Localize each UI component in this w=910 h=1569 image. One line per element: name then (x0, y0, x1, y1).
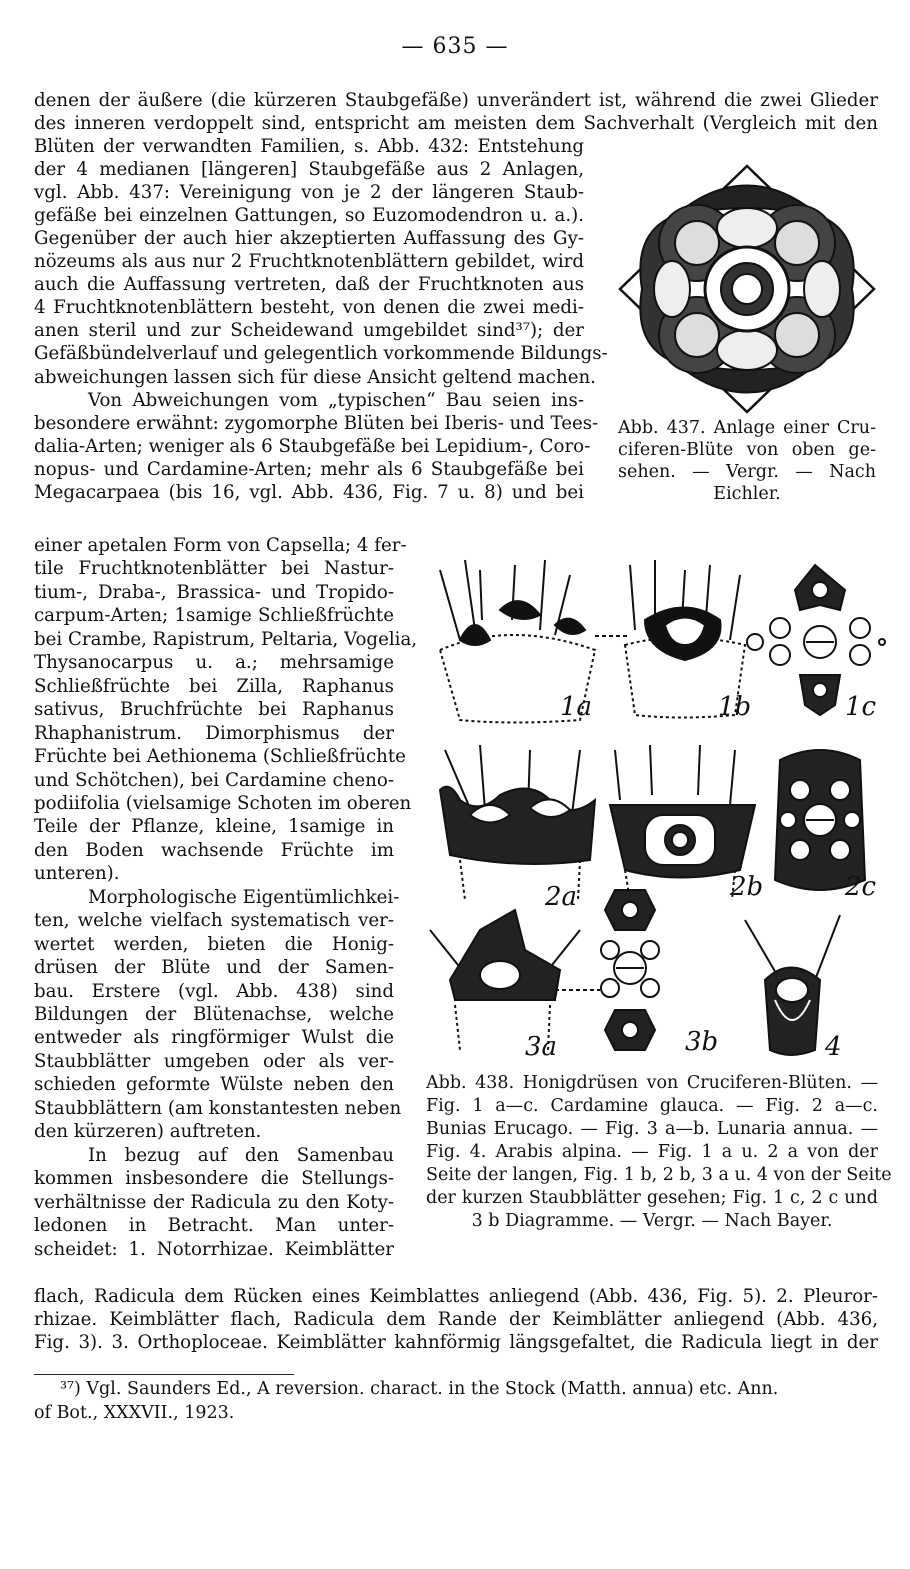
text-line: Früchte bei Aethionema (Schließfrüchte (34, 746, 406, 768)
text-line: tile Fruchtknotenblätter bei Nastur- (34, 558, 394, 580)
text-line: denen der äußere (die kürzeren Staubgefäße) unverändert ist, während die zwei Glieder (34, 90, 878, 111)
fig-label-1a: 1a (560, 692, 593, 722)
fig-label-1c: 1c (845, 692, 877, 722)
text-line: schieden geformte Wülste neben den (34, 1074, 394, 1096)
text-line: Morphologische Eigentümlichkei- (88, 886, 400, 908)
fig-label-1b: 1b (718, 692, 752, 722)
fig-label-3a: 3a (525, 1032, 558, 1062)
text-line: der 4 medianen [längeren] Staubgefäße aus 2 Anlagen, (34, 159, 584, 181)
text-line: Thysanocarpus u. a.; mehrsamige (34, 652, 394, 674)
text-line: nopus- und Cardamine-Arten; mehr als 6 Staubgefäße bei (34, 458, 584, 480)
text-line: podiifolia (vielsamige Schoten im oberen (34, 792, 412, 814)
caption-line: Fig. 4. Arabis alpina. — Fig. 1 a u. 2 a von der (426, 1142, 878, 1162)
text-line: wertet werden, bieten die Honig- (34, 933, 394, 955)
fig-label-3b: 3b (685, 1027, 719, 1057)
text-line: den kürzeren) auftreten. (34, 1121, 262, 1143)
text-line: anen steril und zur Scheidewand umgebildet sind³⁷); der (34, 320, 584, 342)
text-line: Megacarpaea (bis 16, vgl. Abb. 436, Fig. 7 u. 8) und bei (34, 481, 584, 503)
fig-label-2c: 2c (845, 872, 877, 902)
text-line: auch die Auffassung vertreten, daß der Fruchtknoten aus (34, 274, 584, 296)
page-number: — 635 — (401, 34, 509, 59)
text-line: abweichungen lassen sich für diese Ansicht geltend machen. (34, 366, 596, 388)
text-line: drüsen der Blüte und der Samen- (34, 957, 394, 979)
text-line: Gegenüber der auch hier akzeptierten Auffassung des Gy- (34, 228, 584, 250)
text-line: rhizae. Keimblätter flach, Radicula dem Rande der Keimblätter anliegend (Abb. 436, (34, 1309, 878, 1330)
text-line: Gefäßbündelverlauf und gelegentlich vorkommende Bildungs- (34, 343, 608, 365)
text-line: Rhaphanistrum. Dimorphismus der (34, 722, 394, 744)
text-line: ten, welche vielfach systematisch ver- (34, 910, 394, 932)
caption-line: Seite der langen, Fig. 1 b, 2 b, 3 a u. 4 von der Seite (426, 1165, 892, 1185)
text-line: Von Abweichungen vom „typischen“ Bau seien ins- (88, 389, 584, 411)
figure-438-nectary-drawings (420, 550, 886, 1070)
text-line: und Schötchen), bei Cardamine cheno- (34, 769, 394, 791)
caption-line: der kurzen Staubblätter gesehen; Fig. 1 c, 2 c und (426, 1188, 878, 1208)
fig-label-4: 4 (825, 1032, 842, 1062)
text-line: sativus, Bruchfrüchte bei Raphanus (34, 699, 394, 721)
text-line: bau. Erstere (vgl. Abb. 438) sind (34, 980, 394, 1002)
caption-line: Bunias Erucago. — Fig. 3 a—b. Lunaria annua. — (426, 1119, 878, 1139)
text-line: Teile der Pflanze, kleine, 1samige in (34, 816, 394, 838)
fig-label-2b: 2b (730, 872, 764, 902)
text-line: einer apetalen Form von Capsella; 4 fer- (34, 535, 407, 556)
text-line: bei Crambe, Rapistrum, Peltaria, Vogelia, (34, 628, 418, 650)
text-line: vgl. Abb. 437: Vereinigung von je 2 der längeren Staub- (34, 182, 584, 204)
caption-line: Fig. 1 a—c. Cardamine glauca. — Fig. 2 a—c. (426, 1096, 878, 1116)
text-line: scheidet: 1. Notorrhizae. Keimblätter (34, 1238, 394, 1260)
text-line: Bildungen der Blütenachse, welche (34, 1004, 394, 1025)
text-line: verhältnisse der Radicula zu den Koty- (34, 1191, 394, 1213)
text-line: Staubblättern (am konstantesten neben (34, 1097, 402, 1119)
text-line: Staubblätter umgeben oder als ver- (34, 1050, 394, 1072)
text-line: flach, Radicula dem Rücken eines Keimblattes anliegend (Abb. 436, Fig. 5). 2. Pleuror- (34, 1286, 878, 1307)
text-line: entweder als ringförmiger Wulst die (34, 1027, 394, 1049)
caption-line: 3 b Diagramme. — Vergr. — Nach Bayer. (471, 1211, 833, 1231)
text-line: gefäße bei einzelnen Gattungen, so Euzomodendron u. a.). (34, 205, 584, 227)
text-line: Schließfrüchte bei Zilla, Raphanus (34, 675, 394, 697)
text-line: Blüten der verwandten Familien, s. Abb. 432: Entstehung (34, 136, 584, 157)
caption-line: Abb. 438. Honigdrüsen von Cruciferen-Blüten. — (426, 1073, 878, 1093)
text-line: tium-, Draba-, Brassica- und Tropido- (34, 581, 394, 603)
text-line: 4 Fruchtknotenblättern besteht, von denen die zwei medi- (34, 297, 584, 319)
text-line: Fig. 3). 3. Orthoploceae. Keimblätter kahnförmig längsgefaltet, die Radicula liegt in der (34, 1332, 878, 1353)
footnote-divider (34, 1374, 294, 1375)
text-line: ledonen in Betracht. Man unter- (34, 1215, 394, 1237)
fig-label-2a: 2a (545, 882, 578, 912)
text-line: nözeums als aus nur 2 Fruchtknotenblättern gebildet, wird (34, 251, 584, 273)
text-line: In bezug auf den Samenbau (88, 1144, 394, 1166)
text-line: den Boden wachsende Früchte im (34, 839, 394, 861)
figure-437-flower-diagram (612, 158, 882, 420)
text-line: kommen insbesondere die Stellungs- (34, 1168, 394, 1190)
text-line: carpum-Arten; 1samige Schließfrüchte (34, 605, 394, 627)
text-line: besondere erwähnt: zygomorphe Blüten bei Iberis- und Tees- (34, 412, 599, 434)
text-line: unteren). (34, 863, 120, 885)
text-line: des inneren verdoppelt sind, entspricht am meisten dem Sachverhalt (Vergleich mit den (34, 113, 878, 134)
text-line: dalia-Arten; weniger als 6 Staubgefäße bei Lepidium-, Coro- (34, 435, 591, 457)
